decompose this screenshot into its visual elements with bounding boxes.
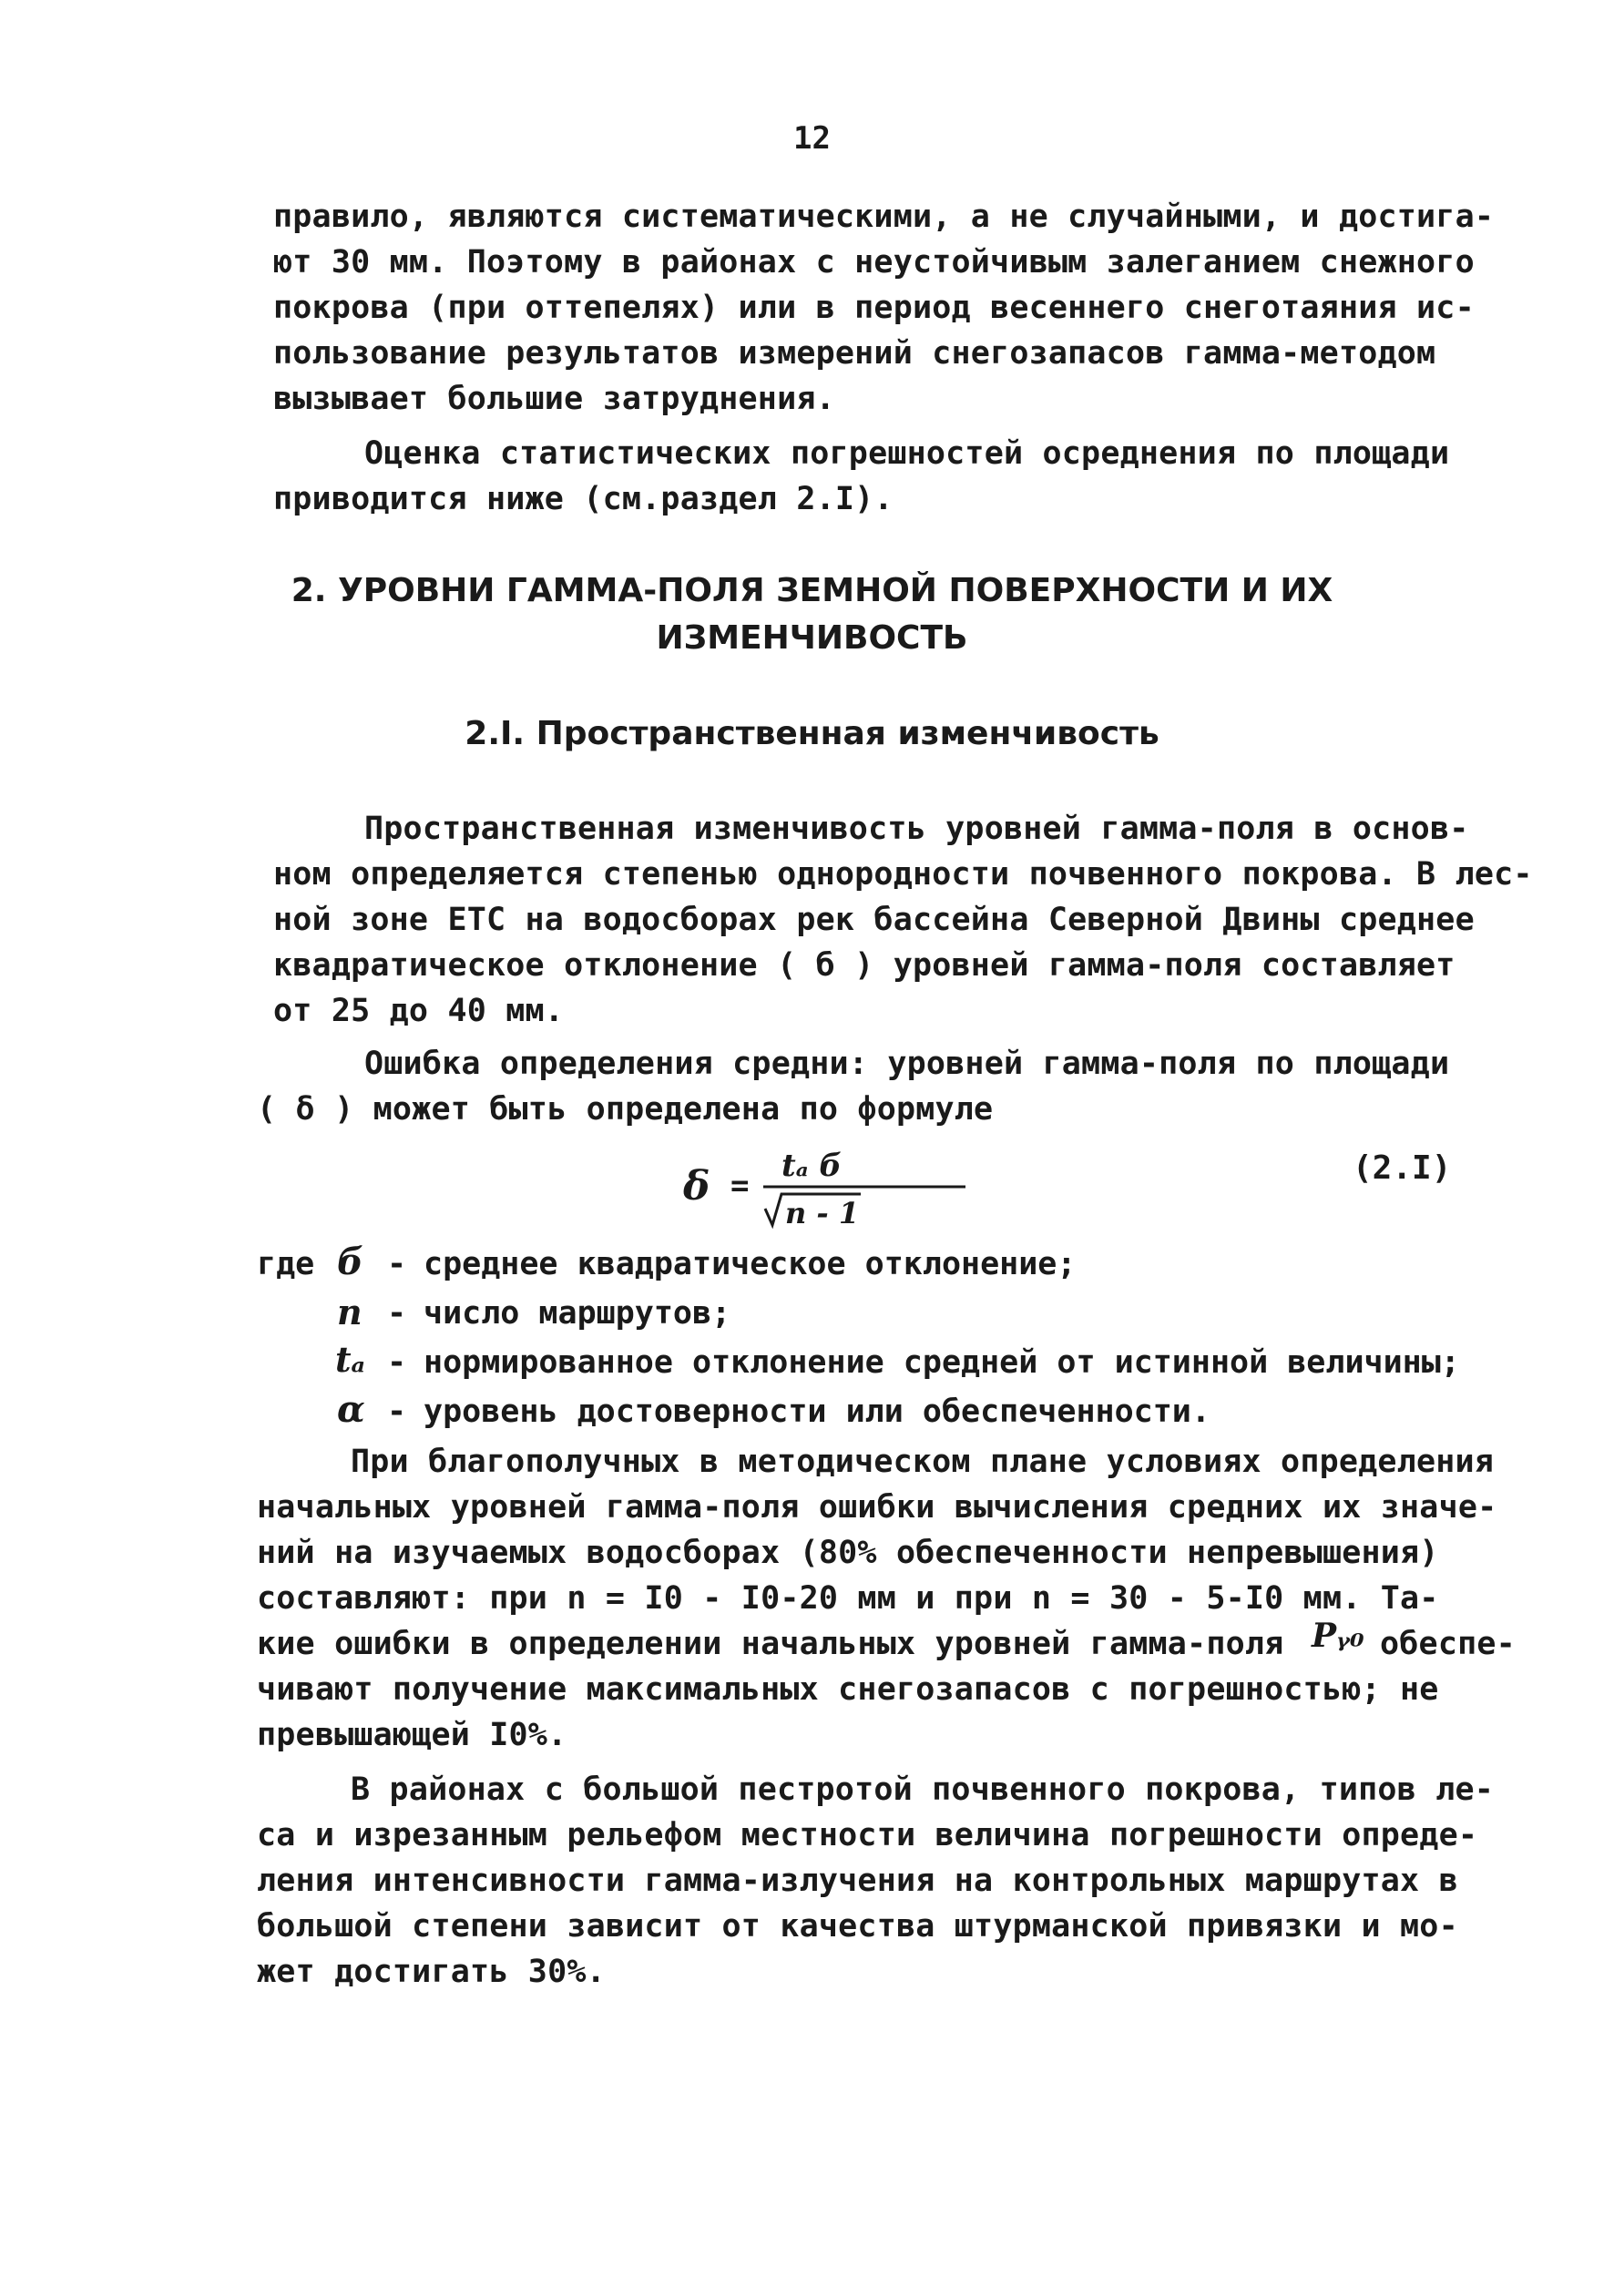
para5-line-7: превышающей I0%. (257, 1717, 567, 1753)
para6-line-5: жет достигать 30%. (257, 1954, 606, 1990)
formula (674, 1143, 975, 1234)
legend-sym-2: n (337, 1292, 363, 1332)
formula-number: (2.I) (1353, 1149, 1452, 1187)
para1-line-2: ют 30 мм. Поэтому в районах с неустойчивым залеганием снежного (273, 244, 1475, 281)
formula-denominator: n - 1 (785, 1196, 860, 1230)
para5-line-6: чивают получение максимальных снегозапасов с погрешностью; не (257, 1671, 1439, 1708)
para3-line-2: ном определяется степенью однородности почвенного покрова. В лес- (273, 856, 1533, 893)
formula-equals: = (730, 1168, 750, 1204)
page-number: 12 (793, 120, 831, 157)
para6-line-3: ления интенсивности гамма-излучения на контрольных маршрутах в (257, 1863, 1458, 1899)
legend-text-4: уровень достоверности или обеспеченности. (424, 1394, 1210, 1430)
para5-symbol-p-gamma: Pᵧ₀ (1312, 1617, 1364, 1655)
para5-line-1: При благополучных в методическом плане условиях определения (351, 1444, 1495, 1480)
para4-line-2: ( δ ) может быть определена по формуле (257, 1091, 994, 1128)
section-title-line-1: 2. УРОВНИ ГАММА-ПОЛЯ ЗЕМНОЙ ПОВЕРХНОСТИ И ИХ (291, 572, 1333, 609)
legend-dash-1: - (387, 1246, 407, 1282)
para1-line-4: пользование результатов измерений снегозапасов гамма-методом (273, 335, 1436, 372)
legend-text-1: среднее квадратическое отклонение; (424, 1246, 1077, 1282)
para3-line-4: квадратическое отклонение ( б ) уровней гамма-поля составляет (273, 947, 1455, 984)
para4-line-1: Ошибка определения средни: уровней гамма-поля по площади (364, 1046, 1450, 1082)
para5-line-5: кие ошибки в определении начальных уровней гамма-поля (257, 1626, 1284, 1662)
para5-line-5-tail: обеспе- (1380, 1626, 1516, 1662)
para1-line-1: правило, являются систематическими, а не случайными, и достига- (273, 199, 1495, 235)
para1-line-3: покрова (при оттепелях) или в период весеннего снеготаяния ис- (273, 290, 1475, 326)
para5-line-4: составляют: при n = I0 - I0-20 мм и при n = 30 - 5-I0 мм. Та- (257, 1580, 1439, 1617)
legend-text-2: число маршрутов; (424, 1295, 731, 1332)
legend-sym-3: tₐ (335, 1339, 366, 1380)
legend-sym-1: б (337, 1240, 363, 1283)
legend-prefix: где (257, 1246, 315, 1282)
para2-line-2: приводится ниже (см.раздел 2.I). (273, 481, 894, 517)
section-title-line-2: ИЗМЕНЧИВОСТЬ (656, 619, 968, 657)
para1-line-5: вызывает большие затруднения. (273, 381, 835, 417)
para2-line-1: Оценка статистических погрешностей осреднения по площади (364, 435, 1450, 472)
formula-graphic (674, 1143, 975, 1234)
formula-numerator: tₐ б (781, 1148, 842, 1184)
para6-line-4: большой степени зависит от качества штурманской привязки и мо- (257, 1908, 1458, 1945)
legend-sym-4: α (337, 1388, 365, 1431)
para5-line-3: ний на изучаемых водосборах (80% обеспеченности непревышения) (257, 1535, 1439, 1571)
legend-dash-3: - (387, 1344, 407, 1381)
formula-lhs: δ (683, 1163, 710, 1210)
legend-dash-2: - (387, 1295, 407, 1332)
para6-line-2: са и изрезанным рельефом местности величина погрешности опреде- (257, 1817, 1478, 1853)
legend-dash-4: - (387, 1394, 407, 1430)
para3-line-3: ной зоне ЕТС на водосборах рек бассейна Северной Двины среднее (273, 902, 1475, 938)
para6-line-1: В районах с большой пестротой почвенного покрова, типов ле- (351, 1771, 1495, 1808)
para3-line-1: Пространственная изменчивость уровней гамма-поля в основ- (364, 811, 1469, 847)
subsection-title: 2.I. Пространственная изменчивость (465, 715, 1159, 752)
para5-line-2: начальных уровней гамма-поля ошибки вычисления средних их значе- (257, 1489, 1497, 1526)
legend-text-3: нормированное отклонение средней от истинной величины; (424, 1344, 1460, 1381)
para3-line-5: от 25 до 40 мм. (273, 993, 565, 1029)
